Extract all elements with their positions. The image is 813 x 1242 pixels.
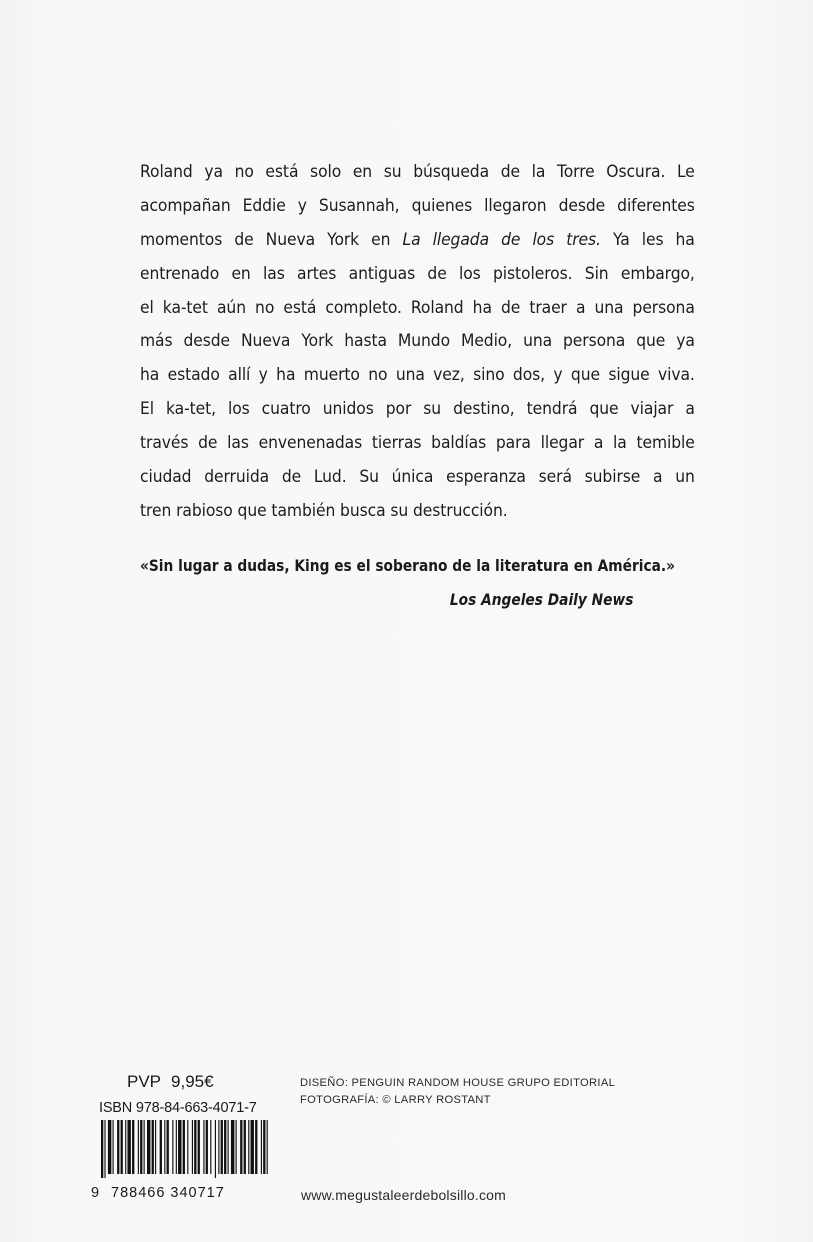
- barcode-bar: [194, 1120, 196, 1174]
- photo-credit: FOTOGRAFÍA: © LARRY ROSTANT: [300, 1093, 491, 1106]
- barcode-bar: [183, 1120, 185, 1174]
- barcode-bar: [210, 1120, 211, 1174]
- barcode-bar: [147, 1120, 150, 1174]
- design-credit: DISEÑO: PENGUIN RANDOM HOUSE GRUPO EDITORIAL: [300, 1077, 616, 1089]
- barcode-icon: [99, 1120, 269, 1178]
- synopsis-line: más desde Nueva York hasta Mundo Medio, una persona que ya: [140, 331, 695, 352]
- synopsis-line: [140, 224, 695, 258]
- barcode-bar: [187, 1120, 188, 1174]
- book-title-italic: La llegada de los tres.: [402, 229, 601, 250]
- barcode-number: 788466 340717: [111, 1185, 225, 1201]
- barcode-bar: [218, 1120, 219, 1174]
- synopsis-line: Roland ya no está solo en su búsqueda de la Torre Oscura. Le: [140, 162, 695, 182]
- barcode-bar: [172, 1120, 173, 1174]
- barcode-bar: [176, 1120, 177, 1174]
- barcode-bar: [267, 1120, 268, 1174]
- barcode-bar: [167, 1120, 169, 1174]
- synopsis-line: El ka-tet, los cuatro unidos por su destino, tendrá que viajar a: [140, 399, 695, 420]
- barcode-bar: [127, 1120, 130, 1174]
- barcode-bar: [104, 1120, 105, 1178]
- barcode-bar: [155, 1120, 156, 1174]
- price-label: PVP: [127, 1072, 162, 1091]
- barcode-bar: [152, 1120, 154, 1174]
- barcode-bar: [138, 1120, 139, 1174]
- barcode-bar: [215, 1120, 216, 1178]
- barcode-bar: [261, 1120, 262, 1174]
- publisher-website: www.megustaleerdebolsillo.com: [301, 1187, 506, 1203]
- barcode-bar: [144, 1120, 145, 1174]
- synopsis-line: través de las envenenadas tierras baldías para llegar a la temible: [140, 433, 695, 454]
- barcode-first-digit: 9: [91, 1185, 101, 1201]
- synopsis-text: Ya les ha: [600, 229, 695, 250]
- credits-block: [300, 1075, 615, 1108]
- barcode-bar: [236, 1120, 237, 1174]
- synopsis-line: tren rabioso que también busca su destrucción.: [140, 500, 508, 521]
- barcode-bar: [198, 1120, 200, 1174]
- synopsis-text: momentos de Nueva York en: [140, 229, 403, 250]
- barcode-bar: [140, 1120, 142, 1174]
- barcode-bar: [117, 1120, 119, 1174]
- synopsis-line: entrenado en las artes antiguas de los pistoleros. Sin embargo,: [140, 263, 695, 284]
- barcode-bar: [228, 1120, 229, 1174]
- barcode-bar: [108, 1120, 111, 1174]
- quote-source: Los Angeles Daily News: [449, 590, 633, 609]
- barcode-bar: [192, 1120, 193, 1174]
- price-value: 9,95€: [171, 1072, 214, 1091]
- barcode-bar: [244, 1120, 246, 1174]
- barcode-bar: [206, 1120, 208, 1174]
- barcode-bar: [160, 1120, 162, 1174]
- barcode-bar: [164, 1120, 165, 1174]
- barcode-bar: [255, 1120, 257, 1174]
- barcode-digits: [91, 1185, 225, 1201]
- barcode-bar: [240, 1120, 242, 1174]
- barcode-bar: [178, 1120, 181, 1174]
- barcode-bar: [263, 1120, 265, 1174]
- barcode-bar: [224, 1120, 226, 1174]
- isbn-number: ISBN 978-84-663-4071-7: [99, 1100, 257, 1116]
- synopsis-line: el ka-tet aún no está completo. Roland ha de traer a una persona: [140, 297, 695, 318]
- barcode-bar: [221, 1120, 223, 1174]
- barcode-bar: [125, 1120, 126, 1174]
- price-tag: [127, 1072, 214, 1092]
- barcode-bar: [101, 1120, 103, 1178]
- barcode-bar: [121, 1120, 123, 1174]
- synopsis-line: acompañan Eddie y Susannah, quienes llegaron desde diferentes: [140, 195, 695, 216]
- barcode-bar: [248, 1120, 249, 1174]
- synopsis-paragraph: [140, 156, 695, 529]
- barcode-bar: [203, 1120, 204, 1174]
- barcode-bar: [132, 1120, 134, 1174]
- barcode-bar: [113, 1120, 114, 1174]
- press-quote: «Sin lugar a dudas, King es el soberano de la literatura en América.»: [140, 556, 676, 575]
- barcode-bar: [251, 1120, 254, 1174]
- synopsis-line: ciudad derruida de Lud. Su única esperanza será subirse a un: [140, 467, 695, 488]
- synopsis-line: ha estado allí y ha muerto no una vez, sino dos, y que sigue viva.: [140, 365, 695, 386]
- barcode-bar: [231, 1120, 234, 1174]
